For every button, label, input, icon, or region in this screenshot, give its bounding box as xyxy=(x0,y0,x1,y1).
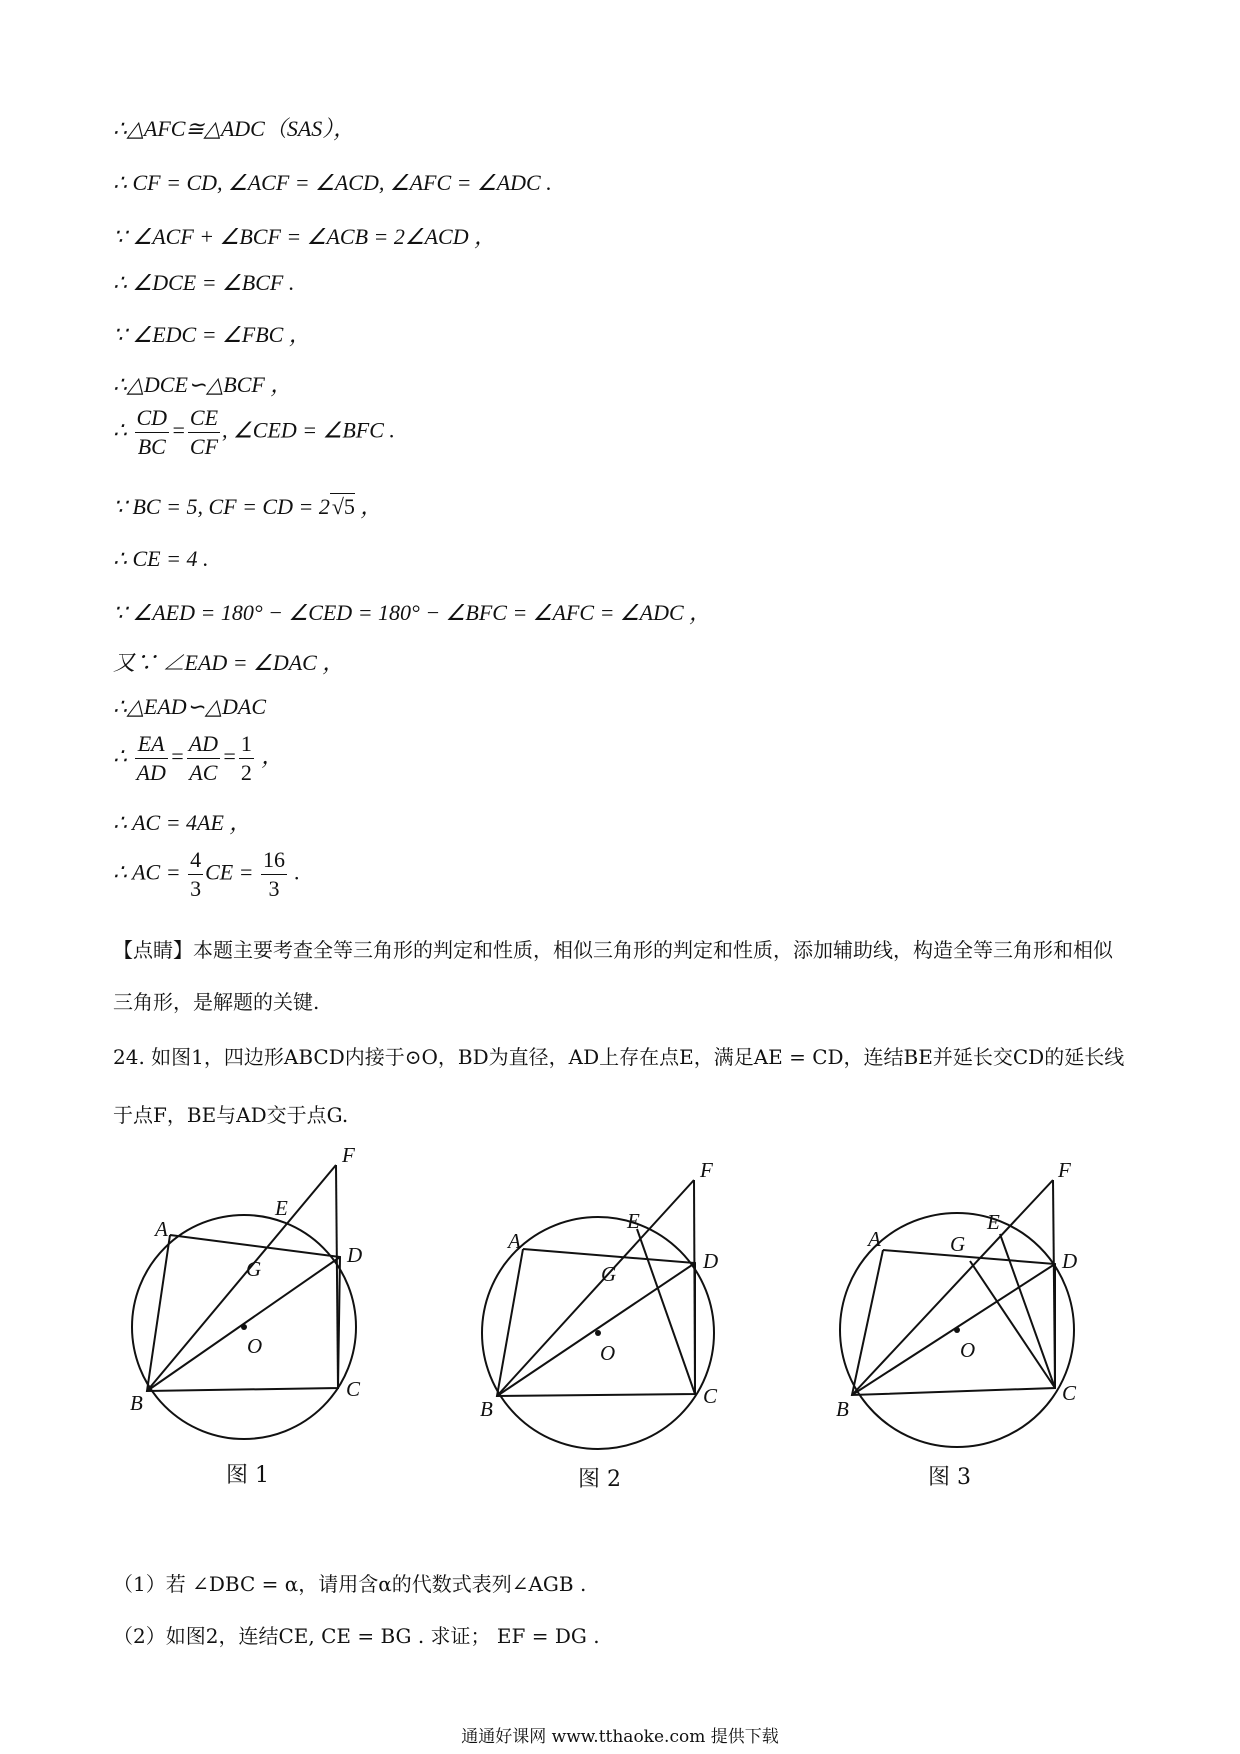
fig3-label-e: E xyxy=(987,1210,1000,1234)
solution-line-7: ∴ $\frac{CD}{BC}$ = $\frac{CE}{CF}$ , ∠CED = ∠BFC . xyxy=(113,405,395,459)
solution-line-12: ∴△EAD∽△DAC xyxy=(113,694,267,719)
fig2-label-d: D xyxy=(703,1249,719,1273)
fig3-label-c: C xyxy=(1062,1381,1077,1405)
solution-line-10: ∵ ∠AED = 180° − ∠CED = 180° − ∠BFC = ∠AFC = ∠ADC ， xyxy=(113,600,712,625)
solution-line-14: ∴ AC = 4AE ， xyxy=(113,810,252,835)
solution-line-8: ∵ BC = 5, CF = CD = 2√5 ， xyxy=(113,494,383,519)
fig3-label-d: D xyxy=(1062,1249,1078,1273)
fig2-label-e: E xyxy=(627,1209,640,1233)
fig2-label-c: C xyxy=(703,1384,718,1408)
figure-3-center-point xyxy=(954,1327,960,1333)
page-footer: 通通好课网 www.tthaoke.com 提供下载 xyxy=(461,1727,779,1747)
comment-note: 【点睛】本题主要考查全等三角形的判定和性质，相似三角形的判定和性质，添加辅助线，构造全等三角形和相似三角形，是解题的关键. xyxy=(113,938,1113,1014)
fig1-label-f: F xyxy=(342,1143,355,1167)
figure-3-drawing xyxy=(840,1180,1074,1447)
figure-2-drawing xyxy=(482,1180,714,1449)
solution-line-15: ∴ AC = $\frac{4}{3}$ CE = $\frac{16}{3}$ . xyxy=(113,847,301,901)
figure-1-caption: 图 1 xyxy=(226,1463,269,1488)
fig2-label-o: O xyxy=(600,1341,616,1365)
solution-line-13: ∴ $\frac{EA}{AD}$ = $\frac{AD}{AC}$ = $\frac{1}{2}$ ， xyxy=(113,731,284,785)
figures xyxy=(0,1140,1240,1520)
figure-2-center-point xyxy=(595,1330,601,1336)
fig3-label-a: A xyxy=(868,1227,881,1251)
figure-3-caption: 图 3 xyxy=(928,1465,971,1490)
fig3-label-f: F xyxy=(1058,1158,1071,1182)
figure-2-caption: 图 2 xyxy=(578,1467,621,1492)
fig3-label-b: B xyxy=(836,1397,849,1421)
solution-line-1: ∴△AFC≅△ADC（SAS）， xyxy=(113,116,356,141)
fig2-label-b: B xyxy=(480,1397,493,1421)
fig1-label-d: D xyxy=(347,1243,363,1267)
question-24-part-2: （2）如图2，连结CE, CE = BG . 求证； EF = DG . xyxy=(113,1624,600,1648)
fig2-label-f: F xyxy=(700,1158,713,1182)
fig1-label-o: O xyxy=(247,1334,263,1358)
fig1-label-b: B xyxy=(130,1391,143,1415)
fig1-label-g: G xyxy=(246,1257,262,1281)
fig3-label-o: O xyxy=(960,1338,976,1362)
figure-1-drawing xyxy=(132,1165,356,1439)
fig1-label-e: E xyxy=(275,1196,288,1220)
solution-line-2: ∴ CF = CD, ∠ACF = ∠ACD, ∠AFC = ∠ADC . xyxy=(113,170,552,195)
figure-1-center-point xyxy=(241,1324,247,1330)
solution-line-5: ∵ ∠EDC = ∠FBC ， xyxy=(113,322,311,347)
solution-line-6: ∴△DCE∽△BCF ， xyxy=(113,372,293,397)
fig2-label-a: A xyxy=(508,1229,521,1253)
solution-line-3: ∵ ∠ACF + ∠BCF = ∠ACB = 2∠ACD ， xyxy=(113,224,497,249)
fig1-label-c: C xyxy=(346,1377,361,1401)
solution-line-4: ∴ ∠DCE = ∠BCF . xyxy=(113,270,295,295)
fig2-label-g: G xyxy=(601,1262,617,1286)
fig3-label-g: G xyxy=(950,1232,966,1256)
fig1-label-a: A xyxy=(155,1217,168,1241)
question-24-part-1: （1）若 ∠DBC = α，请用含α的代数式表列∠AGB . xyxy=(113,1572,587,1596)
solution-line-11: 又∵ ∠EAD = ∠DAC ， xyxy=(113,650,345,675)
question-24: 24. 如图1，四边形ABCD内接于⊙O，BD为直径，AD上存在点E，满足AE = CD，连结BE并延长交CD的延长线于点F，BE与AD交于点G. xyxy=(113,1045,1125,1127)
solution-line-9: ∴ CE = 4 . xyxy=(113,546,209,571)
